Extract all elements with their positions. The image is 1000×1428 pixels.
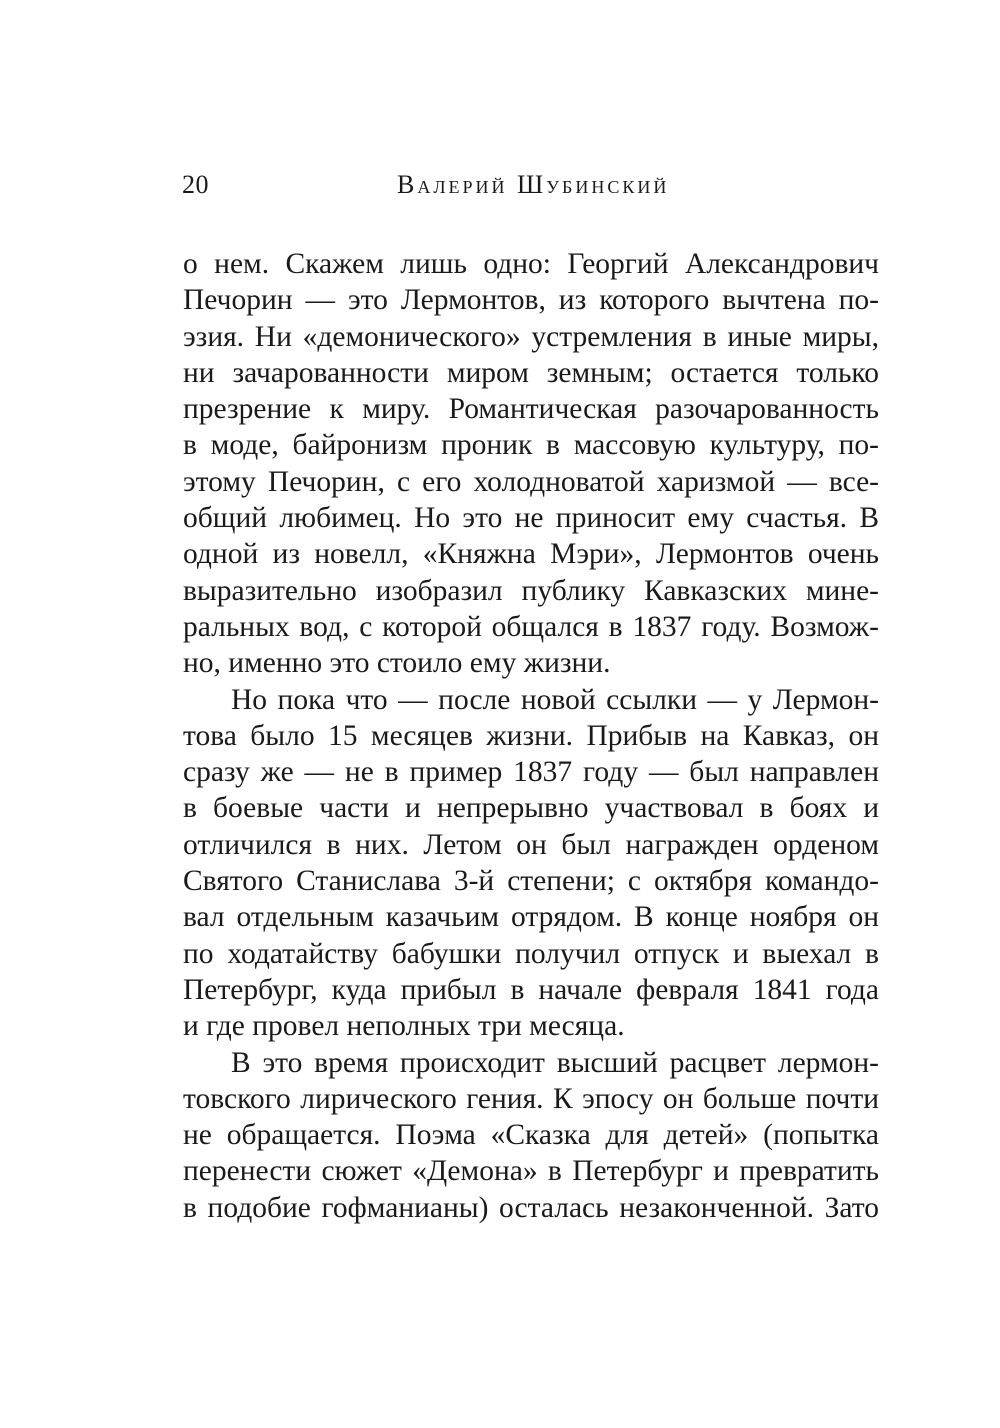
text-line: в моде, байронизм проник в массовую культуру, по- (183, 429, 879, 462)
text-line: Святого Станислава 3-й степени; с октября командо- (183, 865, 879, 898)
running-head (182, 170, 878, 210)
text-line: о нем. Скажем лишь одно: Георгий Александрович (183, 248, 879, 280)
text-line: эзия. Ни «демонического» устремления в иные миры, (183, 320, 879, 353)
text-line: и где провел неполных три месяца. (183, 1010, 625, 1043)
page-number: 20 (182, 170, 209, 199)
text-line: Печорин — это Лермонтов, из которого вычтена по- (183, 284, 879, 317)
text-line: Но пока что — после новой ссылки — у Лермон- (231, 683, 879, 716)
text-line: ни зачарованности миром земным; остается только (183, 356, 879, 389)
text-line: вал отдельным казачьим отрядом. В конце ноября он (183, 901, 879, 934)
text-line: этому Печорин, с его холодноватой харизмой — все- (183, 465, 879, 498)
text-line: но, именно это стоило ему жизни. (183, 647, 611, 680)
paragraph (183, 682, 879, 1045)
text-line: общий любимец. Но это не приносит ему счастья. В (183, 502, 879, 535)
text-line: В это время происходит высший расцвет лермон- (231, 1046, 879, 1079)
text-line: выразительно изобразил публику Кавказских мине- (183, 574, 879, 607)
text-line: Петербург, куда прибыл в начале февраля 1841 года (183, 973, 879, 1006)
text-line: в подобие гофманианы) осталась незаконченной. Зато (183, 1191, 879, 1224)
text-line: сразу же — не в пример 1837 году — был направлен (183, 756, 879, 789)
text-line: одной из новелл, «Княжна Мэри», Лермонтов очень (183, 538, 879, 571)
text-line: не обращается. Поэма «Сказка для детей» (попытка (183, 1119, 879, 1152)
body-text (183, 246, 879, 1226)
text-line: това было 15 месяцев жизни. Прибыв на Кавказ, он (183, 719, 879, 752)
text-line: товского лирического гения. К эпосу он больше почти (183, 1082, 879, 1115)
text-line: по ходатайству бабушки получил отпуск и выехал в (183, 937, 879, 970)
text-line: перенести сюжет «Демона» в Петербург и превратить (183, 1155, 879, 1188)
text-line: в боевые части и непрерывно участвовал в боях и (183, 792, 879, 825)
text-line: отличился в них. Летом он был награжден орденом (183, 828, 879, 861)
text-line: ральных вод, с которой общался в 1837 году. Возмож- (183, 610, 879, 643)
paragraph (183, 246, 879, 682)
paragraph (183, 1045, 879, 1226)
text-line: презрение к миру. Романтическая разочарованность (183, 393, 879, 426)
running-title: Валерий Шубинский (397, 170, 670, 199)
